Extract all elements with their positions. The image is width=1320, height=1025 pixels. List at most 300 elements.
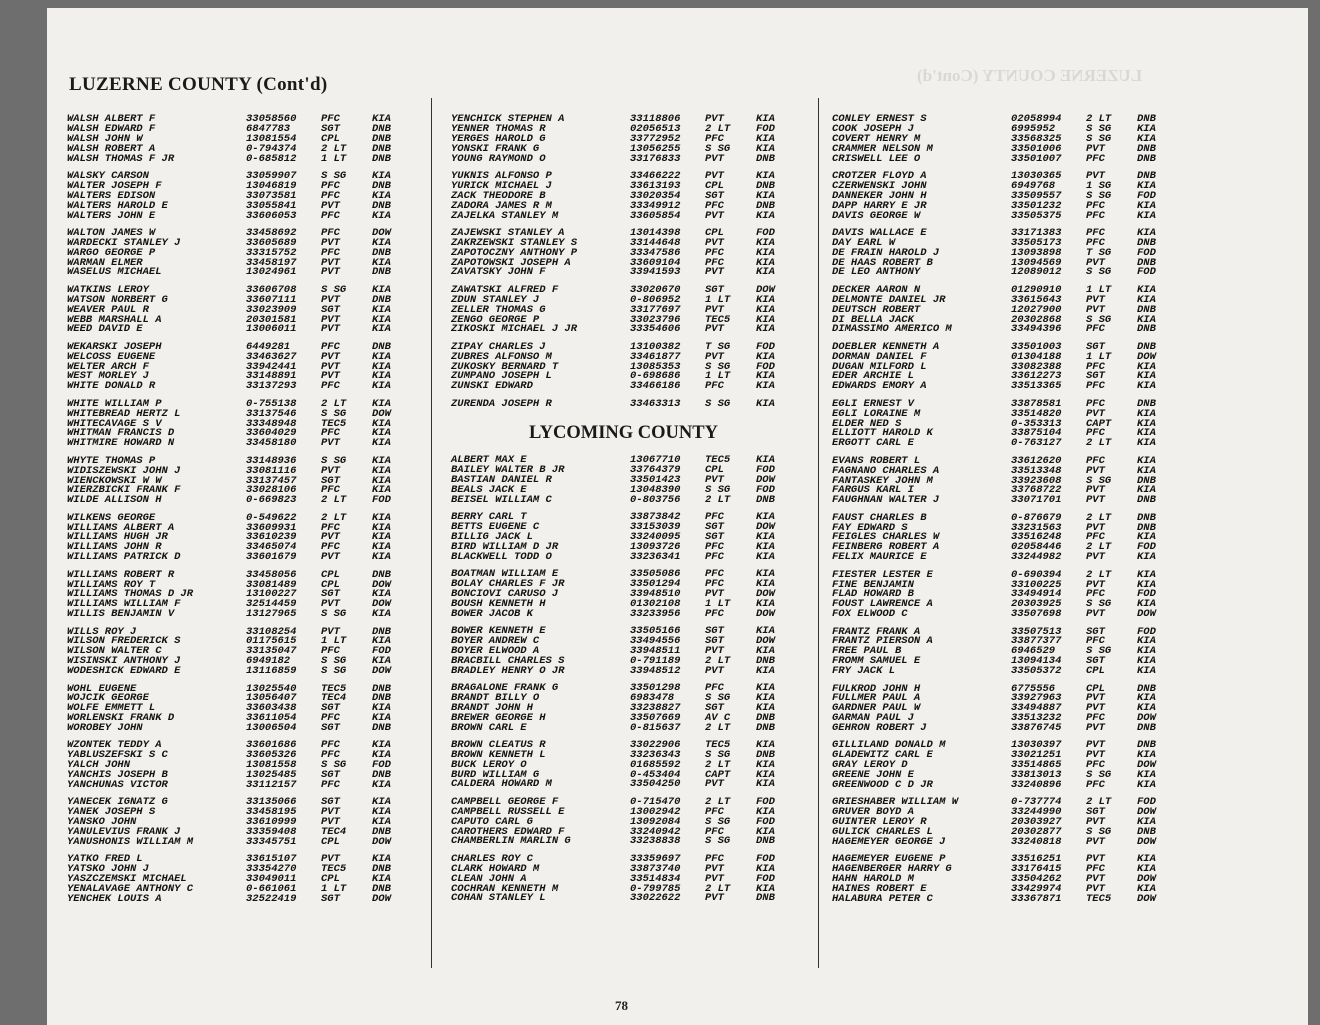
entry-serial: 33100225 (1011, 578, 1062, 591)
entry-status: KIA (1137, 132, 1156, 145)
entry-status: KIA (1137, 360, 1156, 373)
entry-rank: SGT (705, 189, 724, 202)
entry-serial: 20302868 (1011, 313, 1062, 326)
entry-rank: SGT (1086, 625, 1105, 638)
entry-rank: PVT (321, 256, 340, 269)
entry-serial: 6946529 (1011, 645, 1056, 658)
entry-status: KIA (372, 779, 391, 792)
entry-serial: 33501294 (630, 577, 681, 590)
entry-rank: PVT (705, 209, 724, 222)
entry-serial: 33513348 (1011, 464, 1062, 477)
casualty-entry (67, 609, 422, 619)
entry-name: BASTIAN DANIEL R (451, 473, 552, 486)
casualty-entry (67, 780, 422, 790)
entry-name: CRISWELL LEE O (832, 152, 921, 165)
entry-status: KIA (1137, 578, 1156, 591)
entry-name: EGLI ERNEST V (832, 397, 914, 410)
entry-rank: S SG (1086, 122, 1112, 135)
entry-serial: 33504250 (630, 778, 681, 791)
entry-rank: CPL (705, 464, 724, 477)
entry-name: WILLIAMS PATRICK D (67, 551, 181, 564)
entry-name: WALSH ROBERT A (67, 142, 156, 155)
entry-name: YONSKI FRANK G (451, 142, 540, 155)
casualty-entry (451, 836, 806, 846)
entry-group (451, 854, 806, 903)
entry-name: FINE BENJAMIN (832, 578, 914, 591)
entry-rank: S SG (1086, 826, 1112, 839)
entry-name: BRANDT BILLY O (451, 691, 540, 704)
entry-status: KIA (1137, 407, 1156, 420)
entry-status: KIA (1137, 313, 1156, 326)
entry-status: KIA (756, 701, 775, 714)
entry-serial: 33244990 (1011, 806, 1062, 819)
column-1 (67, 114, 422, 911)
entry-rank: PFC (705, 681, 724, 694)
entry-name: GULICK CHARLES L (832, 826, 933, 839)
entry-rank: 2 LT (321, 494, 347, 507)
entry-rank: 1 SG (1086, 179, 1112, 192)
entry-status: KIA (372, 380, 391, 393)
entry-rank: PFC (1086, 209, 1105, 222)
entry-rank: SGT (321, 722, 340, 735)
entry-name: COCHRAN KENNETH M (451, 882, 559, 895)
entry-serial: 33238838 (630, 835, 681, 848)
entry-name: CROTZER FLOYD A (832, 169, 927, 182)
entry-status: DOW (372, 892, 391, 905)
entry-group (832, 399, 1187, 448)
entry-status: KIA (756, 113, 775, 125)
entry-serial: 33367871 (1011, 892, 1062, 905)
entry-rank: SGT (705, 530, 724, 543)
entry-rank: TEC5 (705, 313, 731, 326)
entry-status: KIA (756, 132, 775, 145)
entry-status: KIA (756, 681, 775, 694)
entry-name: FAY EDWARD S (832, 521, 908, 534)
entry-rank: SGT (705, 634, 724, 647)
entry-serial: 13006011 (246, 323, 297, 336)
entry-rank: TEC5 (321, 863, 347, 876)
entry-status: KIA (372, 209, 391, 222)
casualty-entry (832, 723, 1187, 733)
entry-rank: PVT (321, 806, 340, 819)
entry-rank: PFC (321, 113, 340, 125)
entry-rank: CPL (321, 578, 340, 591)
entry-status: DNB (372, 199, 391, 212)
entry-name: YENALAVAGE ANTHONY C (67, 883, 194, 896)
entry-serial: 02056513 (630, 122, 681, 135)
casualty-entry (67, 211, 422, 221)
entry-serial: 33028106 (246, 484, 297, 497)
entry-status: KIA (372, 464, 391, 477)
entry-serial: 33055841 (246, 199, 297, 212)
entry-rank: S SG (1086, 474, 1112, 487)
entry-status: DNB (756, 711, 775, 724)
entry-rank: CPL (1086, 682, 1105, 695)
entry-serial: 33612273 (1011, 370, 1062, 383)
entry-serial: 33236343 (630, 748, 681, 761)
entry-status: DNB (1137, 169, 1156, 182)
entry-rank: PVT (1086, 169, 1105, 182)
entry-rank: 2 LT (1086, 541, 1112, 554)
entry-status: KIA (1137, 226, 1156, 239)
entry-rank: TEC5 (705, 738, 731, 751)
entry-serial: 02058994 (1011, 113, 1062, 125)
entry-serial: 13030397 (1011, 739, 1062, 752)
entry-name: BEALS JACK E (451, 483, 527, 496)
entry-rank: 2 LT (321, 511, 347, 524)
entry-status: KIA (756, 597, 775, 610)
entry-name: WHITMAN FRANCIS D (67, 427, 175, 440)
entry-name: DECKER AARON N (832, 283, 921, 296)
entry-serial: 33876745 (1011, 722, 1062, 735)
entry-status: KIA (1137, 568, 1156, 581)
entry-rank: PFC (1086, 779, 1105, 792)
entry-rank: PFC (705, 577, 724, 590)
entry-name: BOATMAN WILLIAM E (451, 568, 559, 581)
entry-name: CAPUTO CARL G (451, 815, 533, 828)
entry-name: DE FRAIN HAROLD J (832, 246, 940, 259)
entry-serial: 0-737774 (1011, 796, 1062, 809)
entry-status: DOW (756, 587, 775, 600)
entry-rank: S SG (321, 454, 347, 467)
entry-rank: 2 LT (705, 795, 731, 808)
entry-group (67, 797, 422, 846)
entry-rank: TEC4 (321, 692, 347, 705)
entry-status: KIA (756, 370, 775, 383)
entry-rank: SGT (321, 892, 340, 905)
entry-status: DNB (756, 748, 775, 761)
entry-name: WEED DAVID E (67, 323, 143, 336)
entry-serial: 33606053 (246, 209, 297, 222)
entry-serial: 13025540 (246, 682, 297, 695)
entry-serial: 33504262 (1011, 873, 1062, 886)
entry-rank: CPL (321, 568, 340, 581)
entry-rank: SGT (1086, 340, 1105, 353)
entry-serial: 33023909 (246, 303, 297, 316)
entry-rank: PFC (705, 511, 724, 524)
entry-serial: 0-669823 (246, 494, 297, 507)
entry-status: KIA (756, 313, 775, 326)
entry-name: FRANTZ PIERSON A (832, 635, 933, 648)
casualty-entry (451, 267, 806, 277)
entry-serial: 33021251 (1011, 749, 1062, 762)
entry-name: GUINTER LEROY R (832, 816, 927, 829)
entry-status: DOW (756, 473, 775, 486)
entry-rank: PVT (321, 236, 340, 249)
entry-rank: PVT (1086, 722, 1105, 735)
entry-rank: T SG (1086, 246, 1112, 259)
entry-serial: 33020354 (630, 189, 681, 202)
entry-name: WIERZBICKI FRANK F (67, 484, 181, 497)
entry-name: WILLIAMS ROY T (67, 578, 156, 591)
entry-status: FOD (756, 852, 775, 865)
entry-status: KIA (756, 738, 775, 751)
entry-name: WORLENSKI FRANK D (67, 712, 175, 725)
entry-serial: 0-549622 (246, 511, 297, 524)
entry-status: KIA (372, 256, 391, 269)
entry-rank: PVT (1086, 608, 1105, 621)
entry-name: ZIPAY CHARLES J (451, 340, 546, 353)
entry-status: KIA (756, 778, 775, 791)
entry-name: DELMONTE DANIEL JR (832, 293, 946, 306)
entry-serial: 33609931 (246, 521, 297, 534)
entry-rank: PFC (1086, 152, 1105, 165)
entry-status: FOD (756, 340, 775, 353)
entry-rank: S SG (1086, 132, 1112, 145)
entry-serial: 33873740 (630, 862, 681, 875)
entry-rank: PFC (1086, 863, 1105, 876)
page-number: 78 (615, 998, 628, 1013)
entry-name: ZAJEWSKI STANLEY A (451, 226, 565, 239)
entry-rank: PVT (705, 892, 724, 905)
entry-name: EGLI LORAINE M (832, 407, 921, 420)
entry-serial: 33354270 (246, 863, 297, 876)
entry-serial: 20301581 (246, 313, 297, 326)
entry-name: EDWARDS EMORY A (832, 380, 927, 393)
entry-status: KIA (372, 588, 391, 601)
entry-serial: 6983478 (630, 691, 675, 704)
entry-rank: SGT (321, 122, 340, 135)
entry-name: WILLIAMS ROBERT R (67, 568, 175, 581)
entry-name: GILLILAND DONALD M (832, 739, 946, 752)
entry-rank: PFC (1086, 226, 1105, 239)
casualty-entry (67, 154, 422, 164)
column-3 (832, 114, 1187, 911)
entry-group (832, 342, 1187, 391)
county-heading: LYCOMING COUNTY (529, 423, 718, 444)
casualty-entry (832, 267, 1187, 277)
entry-name: DAPP HARRY E JR (832, 199, 927, 212)
entry-status: KIA (372, 873, 391, 886)
entry-rank: SGT (1086, 370, 1105, 383)
entry-group (832, 627, 1187, 676)
entry-serial: 13067710 (630, 454, 681, 467)
entry-name: YANUSHONIS WILLIAM M (67, 836, 194, 848)
entry-rank: S SG (321, 655, 347, 668)
entry-group (832, 739, 1187, 792)
entry-serial: 33494556 (630, 634, 681, 647)
entry-serial: 13094134 (1011, 655, 1062, 668)
entry-status: FOD (756, 464, 775, 477)
casualty-entry (451, 399, 806, 409)
entry-name: FRANTZ FRANK A (832, 625, 921, 638)
entry-status: KIA (1137, 816, 1156, 829)
entry-rank: PFC (1086, 199, 1105, 212)
entry-group (451, 512, 806, 561)
entry-serial: 33058560 (246, 113, 297, 125)
entry-name: WATSON NORBERT G (67, 293, 168, 306)
entry-serial: 01302108 (630, 597, 681, 610)
entry-serial: 33238827 (630, 701, 681, 714)
entry-status: KIA (372, 484, 391, 497)
entry-name: YANSKO JOHN (67, 816, 137, 829)
entry-status: DNB (372, 142, 391, 155)
entry-serial: 33458056 (246, 568, 297, 581)
entry-name: BURD WILLIAM G (451, 768, 540, 781)
entry-serial: 6775556 (1011, 682, 1056, 695)
entry-rank: PVT (1086, 836, 1105, 848)
entry-rank: PVT (1086, 739, 1105, 752)
entry-status: KIA (372, 360, 391, 373)
entry-rank: PVT (705, 303, 724, 316)
entry-status: KIA (372, 541, 391, 554)
entry-name: WHITEBREAD HERTZ L (67, 407, 181, 420)
entry-status: KIA (372, 806, 391, 819)
entry-name: DE HAAS ROBERT B (832, 256, 933, 269)
entry-name: WILLIAMS WILLIAM F (67, 598, 181, 611)
entry-status: KIA (1137, 293, 1156, 306)
entry-rank: PVT (321, 853, 340, 866)
entry-name: BUCK LEROY O (451, 758, 527, 771)
entry-serial: 33507669 (630, 711, 681, 724)
entry-name: DE LEO ANTHONY (832, 266, 921, 279)
casualty-entry (451, 324, 806, 334)
entry-status: KIA (756, 768, 775, 781)
entry-serial: 33244982 (1011, 551, 1062, 564)
entry-serial: 6449281 (246, 340, 291, 353)
entry-rank: PFC (321, 541, 340, 554)
casualty-entry (67, 723, 422, 733)
entry-status: FOD (1137, 266, 1156, 279)
entry-group (67, 627, 422, 676)
casualty-entry (451, 495, 806, 505)
entry-serial: 0-806952 (630, 293, 681, 306)
entry-status: KIA (1137, 645, 1156, 658)
entry-serial: 33873842 (630, 511, 681, 524)
entry-name: WALTERS EDISON (67, 189, 156, 202)
entry-rank: S SG (705, 397, 731, 410)
entry-name: BROWN CLEATUS R (451, 738, 546, 751)
entry-serial: 33615643 (1011, 293, 1062, 306)
entry-serial: 13093726 (630, 540, 681, 553)
entry-serial: 0-791189 (630, 654, 681, 667)
entry-rank: PVT (321, 313, 340, 326)
entry-serial: 33948511 (630, 644, 681, 657)
entry-name: FLAD HOWARD B (832, 588, 914, 601)
entry-serial: 33137546 (246, 407, 297, 420)
entry-rank: 2 LT (1086, 796, 1112, 809)
entry-group (67, 684, 422, 733)
entry-serial: 33135066 (246, 796, 297, 809)
entry-serial: 33022906 (630, 738, 681, 751)
entry-serial: 33605854 (630, 209, 681, 222)
entry-rank: PFC (321, 749, 340, 762)
entry-name: WEST MORLEY J (67, 370, 149, 383)
entry-rank: S SG (705, 360, 731, 373)
entry-serial: 02058446 (1011, 541, 1062, 554)
casualty-entry (67, 267, 422, 277)
entry-status: KIA (372, 283, 391, 296)
entry-status: DOW (756, 607, 775, 620)
entry-serial: 0-698686 (630, 370, 681, 383)
entry-rank: PVT (321, 293, 340, 306)
entry-name: WALTON JAMES W (67, 226, 156, 239)
entry-rank: AV C (705, 711, 731, 724)
entry-status: KIA (756, 882, 775, 895)
entry-group (67, 228, 422, 277)
entry-serial: 33171383 (1011, 226, 1062, 239)
entry-serial: 33082388 (1011, 360, 1062, 373)
entry-rank: PVT (321, 464, 340, 477)
entry-serial: 33176415 (1011, 863, 1062, 876)
entry-rank: CAPT (1086, 417, 1112, 430)
entry-rank: PVT (1086, 873, 1105, 886)
entry-rank: PFC (321, 645, 340, 658)
entry-name: CALDERA HOWARD M (451, 778, 552, 791)
entry-serial: 33604029 (246, 427, 297, 440)
entry-group (451, 285, 806, 334)
entry-status: DNB (1137, 323, 1156, 336)
entry-rank: PFC (705, 805, 724, 818)
entry-status: FOD (756, 122, 775, 135)
entry-serial: 33176833 (630, 152, 681, 165)
entry-name: GREENE JOHN E (832, 769, 914, 782)
entry-rank: S SG (321, 759, 347, 772)
entry-name: CONLEY ERNEST S (832, 113, 927, 125)
entry-name: WASELUS MICHAEL (67, 266, 162, 279)
entry-name: BOYER ELWOOD A (451, 644, 540, 657)
entry-name: BOUSH KENNETH H (451, 597, 546, 610)
entry-rank: PVT (705, 169, 724, 182)
entry-rank: PVT (1086, 853, 1105, 866)
entry-status: KIA (756, 350, 775, 363)
entry-name: WHITECAVAGE S V (67, 417, 162, 430)
entry-rank: PFC (1086, 759, 1105, 772)
entry-status: KIA (1137, 209, 1156, 222)
entry-name: YURICK MICHAEL J (451, 179, 552, 192)
entry-group (832, 854, 1187, 903)
entry-serial: 13081554 (246, 132, 297, 145)
entry-status: KIA (372, 350, 391, 363)
entry-name: BRACBILL CHARLES S (451, 654, 565, 667)
entry-rank: PFC (705, 246, 724, 259)
entry-name: WIENCKOWSKI W W (67, 474, 162, 487)
entry-name: COVERT HENRY M (832, 132, 921, 145)
entry-status: KIA (372, 531, 391, 544)
entry-serial: 33466186 (630, 380, 681, 393)
casualty-entry (451, 779, 806, 789)
entry-name: WALSH ALBERT F (67, 113, 156, 125)
entry-name: CAMPBELL RUSSELL E (451, 805, 565, 818)
entry-serial: 33948510 (630, 587, 681, 600)
casualty-entry (832, 837, 1187, 847)
casualty-entry (832, 552, 1187, 562)
entry-rank: S SG (321, 665, 347, 678)
entry-status: DNB (756, 654, 775, 667)
entry-name: DI BELLA JACK (832, 313, 914, 326)
entry-name: CHARLES ROY C (451, 852, 533, 865)
casualty-entry (451, 154, 806, 164)
entry-group (67, 570, 422, 619)
entry-status: DOW (1137, 350, 1156, 363)
entry-status: FOD (756, 815, 775, 828)
entry-serial: 33240818 (1011, 836, 1062, 848)
entry-name: CLEAN JOHN A (451, 872, 527, 885)
entry-serial: 33463313 (630, 397, 681, 410)
entry-serial: 01685592 (630, 758, 681, 771)
entry-status: DNB (756, 179, 775, 192)
entry-status: DOW (372, 836, 391, 848)
entry-status: KIA (372, 417, 391, 430)
entry-name: BRANDT JOHN H (451, 701, 533, 714)
entry-name: GEHRON ROBERT J (832, 722, 927, 735)
entry-name: GLADEWITZ CARL E (832, 749, 933, 762)
entry-name: CAMPBELL GEORGE F (451, 795, 559, 808)
entry-rank: TEC5 (1086, 892, 1112, 905)
entry-name: BOWER KENNETH E (451, 625, 546, 638)
entry-group (451, 797, 806, 846)
entry-serial: 33601679 (246, 551, 297, 564)
